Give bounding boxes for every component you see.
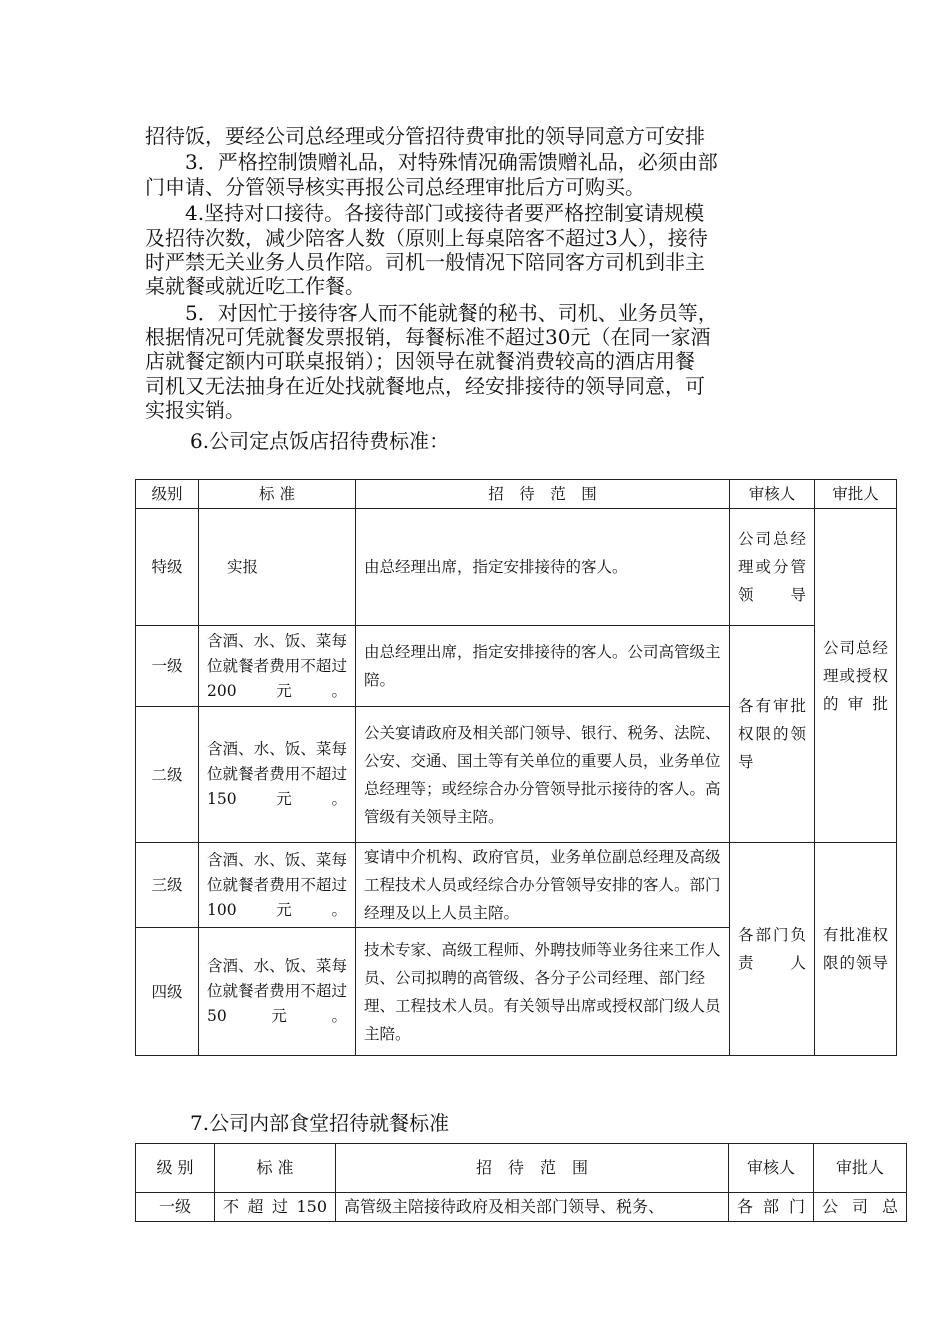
restaurant-standard-table bbox=[135, 479, 897, 1056]
approver-cell: 公司总 bbox=[814, 1193, 907, 1222]
level-cell: 三级 bbox=[136, 843, 199, 928]
standard-cell: 含酒、水、饭、菜每位就餐者费用不超过100元。 bbox=[199, 843, 356, 928]
level-cell: 四级 bbox=[136, 928, 199, 1056]
table-row bbox=[136, 509, 897, 626]
table-header-row bbox=[136, 480, 897, 509]
reviewer-cell: 各有审批权限的领导 bbox=[730, 626, 815, 843]
header-scope: 招 待 范 围 bbox=[336, 1144, 729, 1193]
section-6-title: 6.公司定点饭店招待费标准： bbox=[190, 429, 450, 453]
approver-cell: 公司总经理或授权的审批 bbox=[815, 509, 897, 843]
header-reviewer: 审核人 bbox=[729, 1144, 814, 1193]
reviewer-cell: 各部门负责人 bbox=[730, 843, 815, 1056]
header-level: 级别 bbox=[136, 480, 199, 509]
paragraph-line: 司机又无法抽身在近处找就餐地点，经安排接待的领导同意，可 bbox=[145, 374, 705, 398]
table-row bbox=[136, 843, 897, 928]
level-cell: 一级 bbox=[136, 626, 199, 707]
scope-cell: 由总经理出席，指定安排接待的客人。公司高管级主陪。 bbox=[356, 626, 730, 707]
standard-cell: 含酒、水、饭、菜每位就餐者费用不超过150元。 bbox=[199, 707, 356, 843]
header-level: 级 别 bbox=[136, 1144, 215, 1193]
level-cell: 特级 bbox=[136, 509, 199, 626]
standard-cell: 含酒、水、饭、菜每位就餐者费用不超过200元。 bbox=[199, 626, 356, 707]
level-cell: 二级 bbox=[136, 707, 199, 843]
header-reviewer: 审核人 bbox=[730, 480, 815, 509]
standard-cell: 实报 bbox=[199, 509, 356, 626]
scope-cell: 高管级主陪接待政府及相关部门领导、税务、 bbox=[336, 1193, 729, 1222]
paragraph-line: 实报实销。 bbox=[145, 398, 245, 422]
paragraph-line: 门申请、分管领导核实再报公司总经理审批后方可购买。 bbox=[145, 175, 645, 199]
paragraph-line: 招待饭，要经公司总经理或分管招待费审批的领导同意方可安排 bbox=[145, 124, 705, 148]
header-scope: 招 待 范 围 bbox=[356, 480, 730, 509]
section-7-title: 7.公司内部食堂招待就餐标准 bbox=[190, 1111, 450, 1135]
header-approver: 审批人 bbox=[814, 1144, 907, 1193]
standard-cell: 含酒、水、饭、菜每位就餐者费用不超过50元。 bbox=[199, 928, 356, 1056]
reviewer-cell: 公司总经理或分管领导 bbox=[730, 509, 815, 626]
scope-cell: 公关宴请政府及相关部门领导、银行、税务、法院、公安、交通、国土等有关单位的重要人员，业务单位总经理等；或经综合办分管领导批示接待的客人。高管级有关领导主陪。 bbox=[356, 707, 730, 843]
paragraph-line: 桌就餐或就近吃工作餐。 bbox=[145, 274, 365, 298]
approver-cell: 有批准权限的领导 bbox=[815, 843, 897, 1056]
paragraph-line: 4.坚持对口接待。各接待部门或接待者要严格控制宴请规模 bbox=[145, 201, 705, 225]
table-header-row bbox=[136, 1144, 907, 1193]
header-standard: 标 准 bbox=[199, 480, 356, 509]
header-standard: 标 准 bbox=[215, 1144, 336, 1193]
paragraph-line: 时严禁无关业务人员作陪。司机一般情况下陪同客方司机到非主 bbox=[145, 250, 705, 274]
paragraph-line: 及招待次数，减少陪客人数（原则上每桌陪客不超过3人），接待 bbox=[145, 226, 708, 250]
standard-cell: 不超过150 bbox=[215, 1193, 336, 1222]
scope-cell: 由总经理出席，指定安排接待的客人。 bbox=[356, 509, 730, 626]
reviewer-cell: 各部门 bbox=[729, 1193, 814, 1222]
paragraph-line: 3．严格控制馈赠礼品，对特殊情况确需馈赠礼品，必须由部 bbox=[145, 150, 718, 174]
paragraph-line: 店就餐定额内可联桌报销）；因领导在就餐消费较高的酒店用餐 bbox=[145, 349, 695, 373]
canteen-standard-table bbox=[135, 1143, 907, 1222]
scope-cell: 宴请中介机构、政府官员，业务单位副总经理及高级工程技术人员或经综合办分管领导安排的客人。部门经理及以上人员主陪。 bbox=[356, 843, 730, 928]
table-row bbox=[136, 626, 897, 707]
level-cell: 一级 bbox=[136, 1193, 215, 1222]
header-approver: 审批人 bbox=[815, 480, 897, 509]
scope-cell: 技术专家、高级工程师、外聘技师等业务往来工作人员、公司拟聘的高管级、各分子公司经理、部门经理、工程技术人员。有关领导出席或授权部门级人员主陪。 bbox=[356, 928, 730, 1056]
table-row bbox=[136, 1193, 907, 1222]
paragraph-line: 5．对因忙于接待客人而不能就餐的秘书、司机、业务员等， bbox=[145, 301, 718, 325]
paragraph-line: 根据情况可凭就餐发票报销，每餐标准不超过30元（在同一家酒 bbox=[145, 325, 711, 349]
